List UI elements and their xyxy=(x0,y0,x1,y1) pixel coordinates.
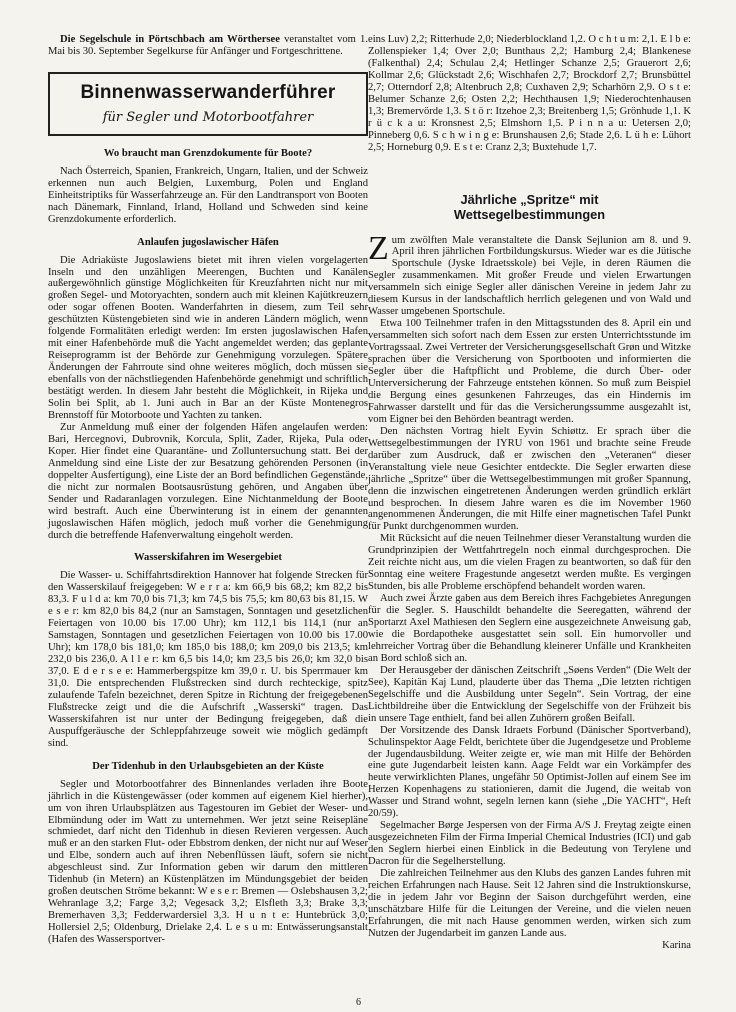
feature-title xyxy=(368,192,691,222)
intro-bold: Die Segelschule in Pörtschbach am Wörthersee xyxy=(60,34,280,45)
section-header-box xyxy=(48,72,368,136)
feature-title-line2: Wettsegelbestimmungen xyxy=(453,206,606,222)
section-heading: Wasserskifahren im Wesergebiet xyxy=(134,552,282,564)
feature-paragraph: Die zahlreichen Teilnehmer aus den Klubs des ganzen Landes fuhren mit reichen Erfahrungen nach Hause. Seit 12 Jahren sind die Instruktionskurse, die in jedem Jahr vor Beginn der Saison durchgeführt werden, eine unschätzbare Hilfe für die Leitungen der Vereine, und die vielen neuen Erfahrungen, die mit nach Hause genommen werden, wirken sich zum Nutzen der Jugendarbeit im ganzen Lande aus. xyxy=(368,868,691,939)
drop-cap: Z xyxy=(368,229,389,267)
section-paragraph: Die Wasser- u. Schiffahrtsdirektion Hannover hat folgende Strecken für den Wasserskilauf freigegeben: W e r r a: km 66,9 bis 68,2; km 82,2 bis 83,3. F u l d a: km 70,0 bis 71,3; km 74,5 bis 75,5; km 80,63 bis 81,15. W e s e r: km 82,0 bis 84,2 (nur an Samstagen, Sonntagen und gesetzlichen Feiertagen von 10.00 bis 17.00 Uhr); km 112,1 bis 114,1 (nur an Samstagen, Sonntagen und gesetzlichen Feiertagen von 10.00 bis 17.00 Uhr); km 178,0 bis 181,0; km 185,0 bis 188,0; km 209,0 bis 213,5; km 232,0 bis 236,0. A l l e r: km 6,5 bis 14,0; km 23,5 bis 26,0; km 32,0 bis 37,0. E d e r s e e: Hammerbergspitze km 39,0 r. U. bis Sperrmauer km 31,0. Die entsprechenden Flußstrecken sind durch rechteckige, spitz zulaufende Tafeln bezeichnet, deren Spitze in Richtung der freigegebenen Flußstrecke zeigt und die die Aufschrift „Wasserski“ tragen. Das Wasserskifahren ist nur unter der Bedingung freigegeben, daß die Auspuffgeräusche der Schleppfahrzeuge soweit wie möglich gedämpft sind. xyxy=(48,570,368,749)
feature-paragraph: Auch zwei Ärzte gaben aus dem Bereich ihres Fachgebietes Anregungen für die Segler. S. Hauschildt behandelte die Seeregatten, während der Sportarzt Axel Mathiesen den Seglern eine ausgezeichnete Anweisung gab, wie die Bordapotheke ausgestattet sein soll. Ein humorvoller und lehrreicher Vortrag über die Behandlung kleinerer Unfälle und Krankheiten an Bord schloß sich an. xyxy=(368,593,691,664)
left-column xyxy=(48,34,368,946)
intro-text: veranstaltet vom 1. Mai bis 30. September Segelkurse für Anfänger und Fortgeschrittene. xyxy=(48,34,368,57)
feature-paragraph: Etwa 100 Teilnehmer trafen in den Mittagsstunden des 8. April ein und versammelten sich sofort nach dem Essen zur ersten Unterrichtsstunde im Vortragssaal. Zwei Vertreter der Versicherungsgesellschaft Grøn und Witzke sprachen über die Versicherung von Sportbooten und informierten die Segler über die Haftpflicht und Probleme, die durch Über- oder Unterversicherung der Fahrzeuge entstehen können. So muß zum Beispiel die Bergung eines gesunkenen Fahrzeuges, das ein Hindernis im Fahrwasser darstellt und für das die Versicherungssumme ausgezahlt ist, vom Eigner bei den Behörden beantragt werden. xyxy=(368,318,691,425)
section-paragraph: Nach Österreich, Spanien, Frankreich, Ungarn, Italien, und der Schweiz erkennen nun auch Belgien, Luxemburg, Polen und England Einheitstriptiks für Wasserfahrzeuge an. Für den Landtransport von Booten nach Dänemark, Finnland, Irland, Holland und Schweden sind keine Grenzdokumente erforderlich. xyxy=(48,165,368,225)
section-heading: Wo braucht man Grenzdokumente für Boote? xyxy=(103,147,313,159)
feature-paragraph: Der Vorsitzende des Dansk Idraets Forbund (Dänischer Sportverband), Schulinspektor Aage Feldt, berichtete über die Jugendgesetze und Probleme der Jugendausbildung. Weiter zeigte er, wie man mit Hilfe der Behörden eine gute Jugendarbeit leisten kann. Aage Feldt war ein Vorkämpfer des heute verwirklichten Planes, ungefähr 50 Optimist-Jollen auf einem See im Herzen Kopenhagens zu stationieren, damit die Jugend, die weitab von Wasser und Strand wohnt, segeln lernen kann (siehe „Die YACHT“, Heft 20/59). xyxy=(368,724,691,820)
box-subtitle: für Segler und Motorbootfahrer xyxy=(102,109,314,125)
continuation-paragraph: eins Luv) 2,2; Ritterhude 2,0; Niederblockland 1,2. O c h t u m: 2,1. E l b e: Zollenspieker 1,4; Over 2,0; Bunthaus 2,2; Hamburg 2,4; Blankenese (Falkenthal) 2,4; Schulau 2,4; Hetlinger Schanze 2,5; Grauerort 2,6; Kollmar 2,6; Glückstadt 2,6; Wischhafen 2,7; Brockdorf 2,7; Brunsbüttel 2,7; Otterndorf 2,8; Altenbruch 2,8; Cuxhaven 2,9; Scharhörn 2,9. O s t e: Belumer Schanze 2,6; Osten 2,2; Hechthausen 1,9; Niederochtenhausen 1,3; Bremervörde 1,3. S t ö r: Itzehoe 2,3; Breitenberg 1,5; Grönhude 1,1. K r ü c k a u: Kronsnest 2,5; Elmshorn 1,5. P i n n a u: Uetersen 2,0; Pinneberg 0,6. S c h w i n g e: Brunshausen 2,6; Stade 2,6. L ü h e: Lühort 2,5; Horneburg 0,9. E s t e: Cranz 2,3; Buxtehude 1,7. xyxy=(368,34,691,153)
author-signature: Karina xyxy=(662,939,691,951)
feature-paragraph: Segelmacher Børge Jespersen von der Firma A/S J. Freytag zeigte einen ausgezeichneten Film der Firma Imperial Chemical Industries (ICI) und gab den Seglern hierbei einen Einblick in die Bedeutung von Terylene und Dacron für die Segelherstellung. xyxy=(368,820,691,868)
box-title: Binnenwasserwanderführer xyxy=(80,81,336,103)
feature-paragraph: Mit Rücksicht auf die neuen Teilnehmer dieser Veranstaltung wurden die Grundprinzipien der Wettfahrtregeln noch einmal durchgesprochen. Die Zeit reichte nicht aus, um die vielen Fragen zu beantworten, so daß für den Sonntag eine weitere Fragestunde angesetzt werden mußte. Es vergingen Stunden, bis alle Probleme erschöpfend behandelt worden waren. xyxy=(368,533,691,593)
feature-paragraph: Den nächsten Vortrag hielt Eyvin Schiøttz. Er sprach über die Wettsegelbestimmungen der IYRU von 1961 und brachte seine Freude darüber zum Ausdruck, daß er zwischen den „Veteranen“ dieser Veranstaltung viele neue Gesichter entdeckte. Die Segler erwarten diese jährliche „Spritze“ über die Wettsegelbestimmungen mit großer Spannung, denn die inzwischen eingetretenen Änderungen werden gründlich erklärt und besprochen. In diesem Jahre waren es die im November 1960 angenommenen Änderungen, die mit Hilfe einer magnetischen Tafel Punkt für Punkt durchgenommen wurden. xyxy=(368,425,691,533)
feature-title-line1: Jährliche „Spritze“ mit xyxy=(460,191,599,207)
section-paragraph: Die Adriaküste Jugoslawiens bietet mit ihren vielen vorgelagerten Inseln und den unzähligen Meerengen, Buchten und Kanälen außergewöhnlich günstige Möglichkeiten für Kreuzfahrten nicht nur mit großen Segel- und Motoryachten, sondern auch mit kleinen Kajütkreuzern oder sogar offenen Booten. Wanderfahrten in diesem, zum Teil sehr geschützten Küstengebieten sind wie in anderen Ländern möglich, wenn folgende Formalitäten erledigt werden: Im ersten jugoslawischen Hafen mit einer Hafenbehörde muß die Yacht angemeldet werden; das geplante Reiseprogramm ist der Behörde zur Genehmigung vorzulegen. Spätere Änderungen der Fahrroute sind ohne weiteres möglich, doch müssen sie ebenfalls von der nächstliegenden Hafenbehörde genehmigt und schriftlich bestätigt werden. In diesem Jahr besteht die Möglichkeit, in Rijeka und Solin bei Split, ab 1. Juni auch in Bar an der Küste Montenegros Brennstoff für Motorboote und Yachten zu tanken. xyxy=(48,254,368,421)
section-heading: Anlaufen jugoslawischer Häfen xyxy=(137,236,279,248)
feature-first-text: um zwölften Male veranstaltete die Dansk Sejlunion am 8. und 9. April ihren jährlichen Fortbildungskursus. Wieder war es die Jütische Sportschule (Jyske Idraetsskole) bei Vejle, in deren Räumen die Segler zusammenkamen. Mit großer Freude und vielen Erwartungen versammeln sich einige Segler aller dänischen Vereine in jedem Jahr zu diesem Kursus in der landschaftlich herrlich gelegenen und von Wald und Wasser umgebenen Sportschule. xyxy=(368,234,691,318)
feature-paragraph: Der Herausgeber der dänischen Zeitschrift „Søens Verden“ (Die Welt der See), Kapitän Kaj Lund, plauderte über das Thema „Die letzten richtigen Segelschiffe und die Ausbildung unter Segeln“. Sein Vortrag, der eine Lichtbildreihe über die Entwicklung der Segelschiffe von der Frühzeit bis in unsere Tage enthielt, fand bei allen Zuhörern großen Beifall. xyxy=(368,664,691,724)
intro-paragraph xyxy=(48,34,368,58)
page-number: 6 xyxy=(356,997,361,1008)
section-heading: Der Tidenhub in den Urlaubsgebieten an der Küste xyxy=(92,760,324,772)
section-paragraph: Zur Anmeldung muß einer der folgenden Häfen angelaufen werden: Bari, Hercegnovi, Dubrovnik, Korcula, Split, Zader, Rijeka, Pula oder Koper. Hier findet eine Quarantäne- und Zolluntersuchung statt. Bei der Anmeldung sind eine Liste der zur Besatzung gehörenden Personen (in doppelter Ausfertigung), eine Liste der an Bord befindlichen Gegenstände, die nicht zur normalen Bootsausrüstung gehören, und Angaben über Sender und Radaranlagen vorzulegen. Eine Nichtanmeldung der Boote wird bestraft. Auch eine Überwinterung ist in einem der genannten jugoslawischen Häfen möglich, jedoch muß vorher die Genehmigung durch die betreffende Hafenverwaltung eingeholt werden. xyxy=(48,421,368,541)
feature-first-paragraph xyxy=(368,229,691,319)
section-paragraph: Segler und Motorbootfahrer des Binnenlandes verladen ihre Boote jährlich in die Küstengewässer (oder kommen auf eigenem Kiel hierher), um von ihren Urlaubsplätzen aus Tagestouren im Gebiet der Weser- und Elbmündung oder im Watt zu unternehmen. Wer jetzt seine Reisepläne schmiedet, darf nicht den Tidenhub in diesen Revieren vergessen. Auch muß er an den starken Flut- oder Ebbstrom denken, der nicht nur auf Weser und Elbe, sondern auch auf ihren Nebenflüssen läuft, sofern sie nicht abgeschleust sind. Zur Information geben wir darum den mittleren Tidenhub (in Metern) an Küstenplätzen im Mündungsgebiet der beiden großen deutschen Ströme bekannt: W e s e r: Bremen — Oslebshausen 3,2; Wehranlage 3,2; Farge 3,2; Vegesack 3,2; Elsfleth 3,3; Brake 3,3; Bremerhaven 3,3; Fedderwardersiel 3,3. H u n t e: Huntebrück 3,0; Hollersiel 2,5; Oldenburg, Drielake 2,4. L e s u m: Entwässerungsanstalt (Hafen des Wassersportver- xyxy=(48,778,368,946)
right-column xyxy=(368,34,691,952)
